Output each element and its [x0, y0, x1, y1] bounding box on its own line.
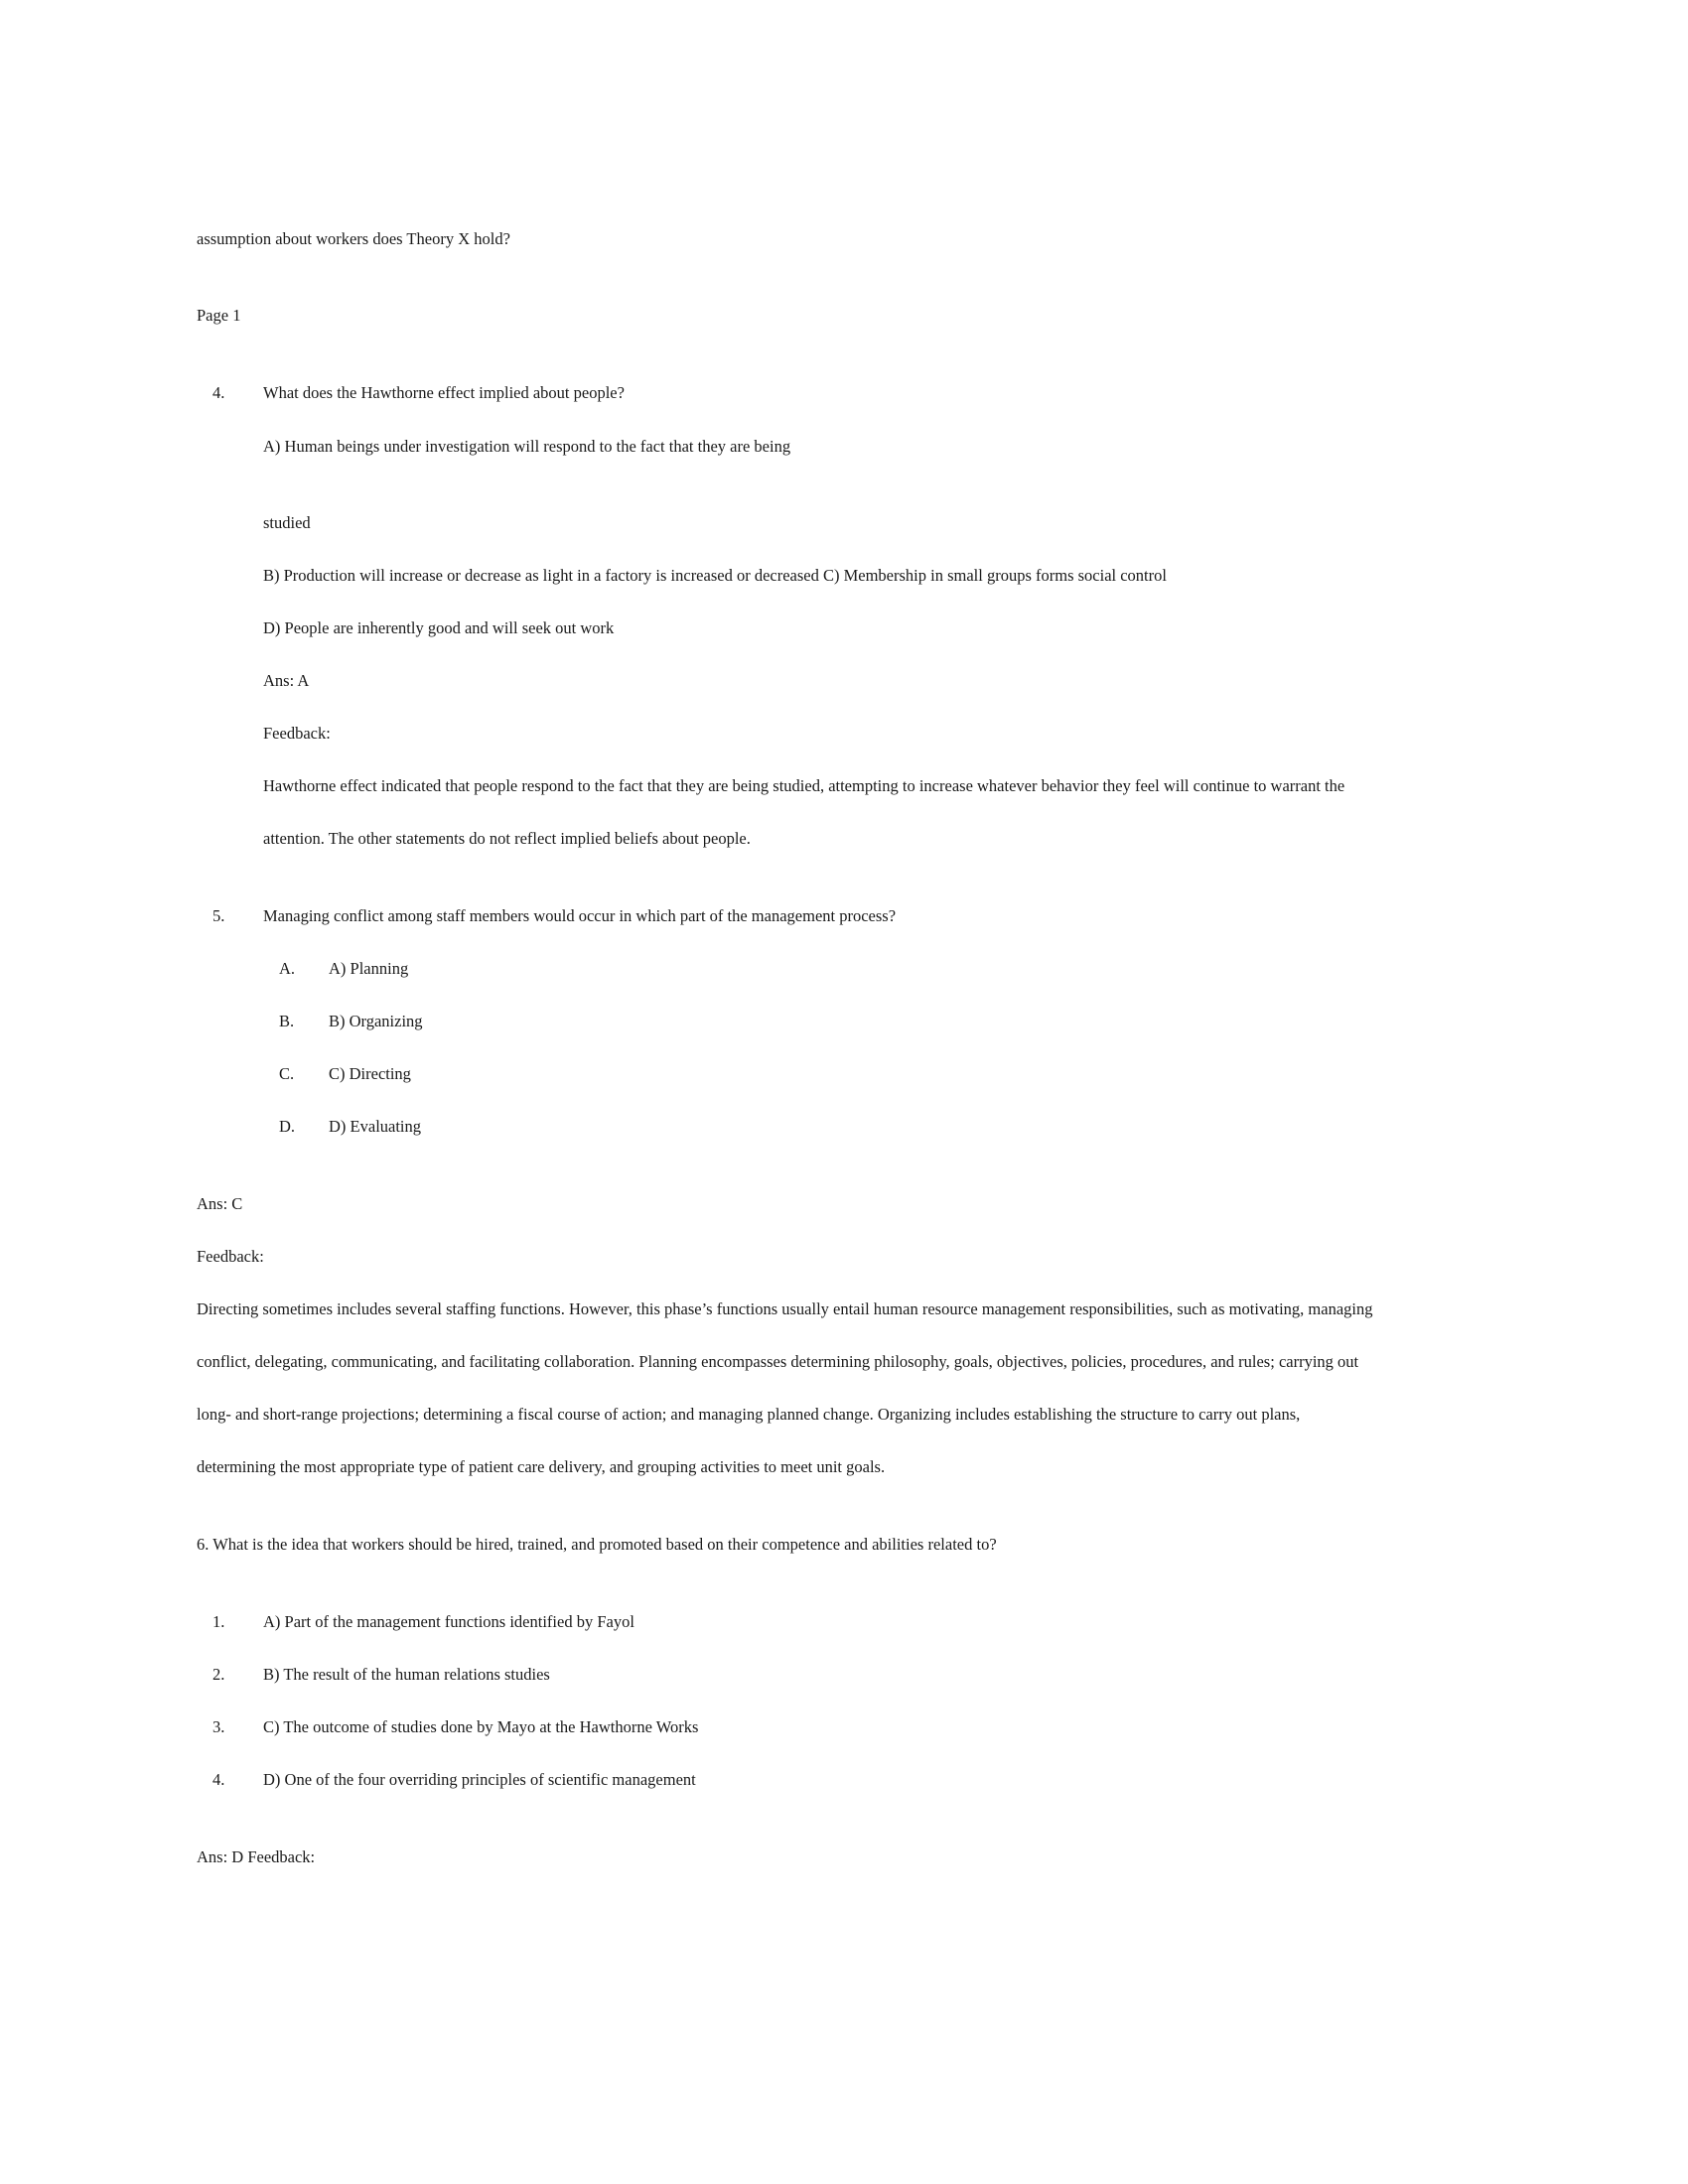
- option-a-line1: A) Human beings under investigation will respond to the fact that they are being: [263, 437, 791, 456]
- option-marker: 4.: [212, 1770, 225, 1789]
- answer: Ans: A: [263, 671, 310, 690]
- feedback-line: long- and short-range projections; determining a fiscal course of action; and managing planned change. Organizing includes establishing the structure to carry out plans,: [197, 1405, 1301, 1424]
- option-text: B) The result of the human relations studies: [263, 1665, 550, 1684]
- question-number: 4.: [212, 383, 225, 402]
- option-d: D) People are inherently good and will seek out work: [263, 618, 615, 637]
- question-text: Managing conflict among staff members would occur in which part of the management process?: [263, 906, 897, 925]
- option-text: A) Planning: [329, 959, 409, 978]
- feedback-line: conflict, delegating, communicating, and facilitating collaboration. Planning encompasses determining philosophy, goals, objectives, policies, procedures, and rules; carrying out: [197, 1352, 1359, 1371]
- option-text: A) Part of the management functions identified by Fayol: [263, 1612, 634, 1631]
- question-number: 5.: [212, 906, 225, 925]
- option-marker: D.: [279, 1117, 296, 1136]
- option-marker: A.: [279, 959, 296, 978]
- option-marker: 3.: [212, 1717, 225, 1736]
- feedback-line: determining the most appropriate type of patient care delivery, and grouping activities to meet unit goals.: [197, 1457, 886, 1476]
- option-text: C) The outcome of studies done by Mayo at the Hawthorne Works: [263, 1717, 699, 1736]
- option-marker: 2.: [212, 1665, 225, 1684]
- option-marker: C.: [279, 1064, 295, 1083]
- option-b-c: B) Production will increase or decrease as light in a factory is increased or decreased C) Membership in small groups forms social control: [263, 566, 1167, 585]
- option-text: C) Directing: [329, 1064, 411, 1083]
- feedback-label: Feedback:: [263, 724, 331, 743]
- option-text: B) Organizing: [329, 1012, 423, 1030]
- option-marker: B.: [279, 1012, 295, 1030]
- page-label: Page 1: [197, 306, 241, 325]
- answer-feedback: Ans: D Feedback:: [197, 1847, 316, 1866]
- option-a-line2: studied: [263, 513, 311, 532]
- feedback-line: Hawthorne effect indicated that people respond to the fact that they are being studied, attempting to increase whatever behavior they feel will continue to warrant the: [263, 776, 1345, 795]
- answer: Ans: C: [197, 1194, 243, 1213]
- feedback-line: Directing sometimes includes several staffing functions. However, this phase’s functions usually entail human resource management responsibilities, such as motivating, managing: [197, 1299, 1373, 1318]
- question-text: What does the Hawthorne effect implied about people?: [263, 383, 625, 402]
- option-text: D) One of the four overriding principles of scientific management: [263, 1770, 696, 1789]
- feedback-line: attention. The other statements do not reflect implied beliefs about people.: [263, 829, 751, 848]
- feedback-label: Feedback:: [197, 1247, 264, 1266]
- question-text: 6. What is the idea that workers should be hired, trained, and promoted based on their competence and abilities related to?: [197, 1535, 997, 1554]
- option-marker: 1.: [212, 1612, 225, 1631]
- question-continuation: assumption about workers does Theory X hold?: [197, 229, 510, 248]
- option-text: D) Evaluating: [329, 1117, 422, 1136]
